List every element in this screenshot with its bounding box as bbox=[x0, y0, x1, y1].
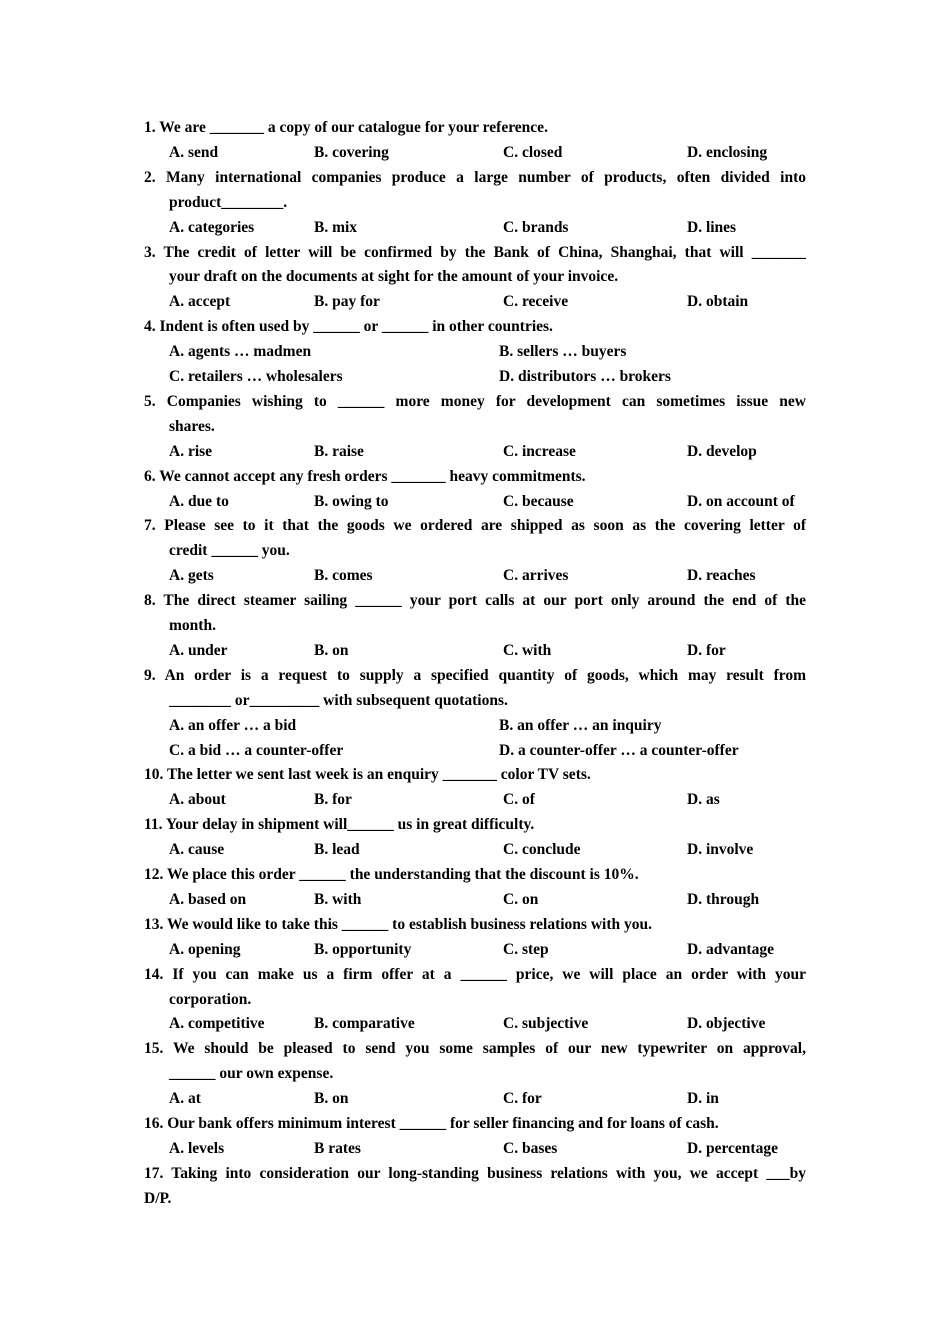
question-9-option-b: B. an offer … an inquiry bbox=[499, 716, 662, 734]
question-16-option-b: B rates bbox=[314, 1139, 361, 1157]
question-6-option-d: D. on account of bbox=[687, 492, 795, 510]
question-16-option-d: D. percentage bbox=[687, 1139, 778, 1157]
question-11-option-a: A. cause bbox=[169, 841, 225, 859]
question-12-option-b: B. with bbox=[314, 890, 362, 908]
question-12-option-d: D. through bbox=[687, 890, 760, 908]
question-15-option-c: C. for bbox=[503, 1090, 542, 1108]
question-14-option-a: A. competitive bbox=[169, 1015, 265, 1033]
question-7-option-b: B. comes bbox=[314, 567, 373, 585]
question-2-stem-line-2: product________. bbox=[169, 193, 288, 211]
question-7-stem-line-1: 7. Please see to it that the goods we ordered are shipped as soon as the covering letter of bbox=[144, 517, 806, 535]
question-10-option-d: D. as bbox=[687, 791, 720, 809]
question-4-option-a: A. agents … madmen bbox=[169, 343, 312, 361]
question-2-option-c: C. brands bbox=[503, 218, 569, 236]
question-17-stem-line-1: 17. Taking into consideration our long-standing business relations with you, we accept ___by bbox=[144, 1164, 806, 1182]
question-1-option-c: C. closed bbox=[503, 143, 563, 161]
question-8-option-c: C. with bbox=[503, 641, 552, 659]
question-15-stem-line-1: 15. We should be pleased to send you some samples of our new typewriter on approval, bbox=[144, 1040, 806, 1058]
question-16-stem-line-1: 16. Our bank offers minimum interest ______ for seller financing and for loans of cash. bbox=[144, 1115, 719, 1132]
question-3-option-b: B. pay for bbox=[314, 293, 380, 311]
question-12-option-a: A. based on bbox=[169, 890, 247, 908]
question-6-stem-line-1: 6. We cannot accept any fresh orders _______ heavy commitments. bbox=[144, 467, 586, 485]
question-14-stem-line-2: corporation. bbox=[169, 990, 252, 1008]
question-4-option-d: D. distributors … brokers bbox=[499, 368, 671, 385]
question-3-option-c: C. receive bbox=[503, 293, 569, 311]
question-11-option-d: D. involve bbox=[687, 841, 754, 859]
question-12-option-c: C. on bbox=[503, 890, 539, 908]
question-3-option-a: A. accept bbox=[169, 293, 231, 311]
question-9-option-d: D. a counter-offer … a counter-offer bbox=[499, 741, 739, 759]
question-4-option-c: C. retailers … wholesalers bbox=[169, 368, 343, 385]
question-15-stem-line-2: ______ our own expense. bbox=[169, 1065, 334, 1083]
question-9-stem-line-1: 9. An order is a request to supply a specified quantity of goods, which may result from bbox=[144, 666, 806, 684]
question-3-option-d: D. obtain bbox=[687, 293, 749, 311]
question-5-stem-line-2: shares. bbox=[169, 417, 215, 435]
question-1-stem-line-1: 1. We are _______ a copy of our catalogue for your reference. bbox=[144, 119, 548, 136]
question-1-option-a: A. send bbox=[169, 143, 219, 161]
question-14-option-d: D. objective bbox=[687, 1015, 766, 1033]
question-9-option-a: A. an offer … a bid bbox=[169, 716, 297, 734]
question-13-stem-line-1: 13. We would like to take this ______ to establish business relations with you. bbox=[144, 915, 652, 933]
question-9-option-c: C. a bid … a counter-offer bbox=[169, 741, 344, 759]
question-5-option-a: A. rise bbox=[169, 442, 213, 460]
question-17-stem-line-2: D/P. bbox=[144, 1189, 172, 1207]
question-15-option-d: D. in bbox=[687, 1090, 719, 1108]
question-7-option-c: C. arrives bbox=[503, 567, 569, 585]
question-4-option-b: B. sellers … buyers bbox=[499, 343, 627, 361]
question-5-option-b: B. raise bbox=[314, 442, 364, 460]
question-8-option-d: D. for bbox=[687, 641, 726, 659]
question-10-option-a: A. about bbox=[169, 791, 226, 809]
question-13-option-c: C. step bbox=[503, 940, 549, 958]
question-2-option-a: A. categories bbox=[169, 218, 255, 236]
question-7-option-a: A. gets bbox=[169, 567, 214, 585]
question-15-option-a: A. at bbox=[169, 1090, 201, 1108]
question-11-stem-line-1: 11. Your delay in shipment will______ us in great difficulty. bbox=[144, 816, 535, 834]
question-8-option-b: B. on bbox=[314, 641, 349, 659]
question-13-option-d: D. advantage bbox=[687, 940, 774, 958]
question-7-stem-line-2: credit ______ you. bbox=[169, 542, 290, 560]
question-10-option-b: B. for bbox=[314, 791, 352, 809]
question-9-stem-line-2: ________ or_________ with subsequent quotations. bbox=[169, 691, 508, 709]
question-11-option-b: B. lead bbox=[314, 841, 360, 859]
question-6-option-c: C. because bbox=[503, 492, 574, 510]
question-2-stem-line-1: 2. Many international companies produce a large number of products, often divided into bbox=[144, 168, 806, 186]
question-6-option-b: B. owing to bbox=[314, 492, 389, 510]
question-4-stem-line-1: 4. Indent is often used by ______ or ______ in other countries. bbox=[144, 318, 553, 336]
question-5-stem-line-1: 5. Companies wishing to ______ more money for development can sometimes issue new bbox=[144, 392, 806, 410]
question-2-option-b: B. mix bbox=[314, 218, 358, 236]
question-8-stem-line-2: month. bbox=[169, 617, 216, 634]
question-5-option-d: D. develop bbox=[687, 442, 757, 460]
question-16-option-a: A. levels bbox=[169, 1139, 225, 1157]
question-14-stem-line-1: 14. If you can make us a firm offer at a ______ price, we will place an order with your bbox=[144, 965, 806, 983]
question-3-stem-line-2: your draft on the documents at sight for the amount of your invoice. bbox=[169, 268, 619, 286]
question-6-option-a: A. due to bbox=[169, 492, 229, 510]
question-10-stem-line-1: 10. The letter we sent last week is an enquiry _______ color TV sets. bbox=[144, 766, 591, 784]
question-10-option-c: C. of bbox=[503, 791, 535, 809]
question-7-option-d: D. reaches bbox=[687, 567, 756, 585]
question-13-option-a: A. opening bbox=[169, 940, 241, 958]
question-16-option-c: C. bases bbox=[503, 1139, 558, 1157]
question-14-option-c: C. subjective bbox=[503, 1015, 589, 1033]
question-1-option-d: D. enclosing bbox=[687, 143, 768, 161]
question-8-stem-line-1: 8. The direct steamer sailing ______ your port calls at our port only around the end of the bbox=[144, 592, 806, 610]
question-8-option-a: A. under bbox=[169, 641, 228, 659]
question-15-option-b: B. on bbox=[314, 1090, 349, 1108]
question-13-option-b: B. opportunity bbox=[314, 940, 412, 958]
question-1-option-b: B. covering bbox=[314, 143, 389, 161]
question-12-stem-line-1: 12. We place this order ______ the understanding that the discount is 10%. bbox=[144, 866, 639, 883]
question-5-option-c: C. increase bbox=[503, 442, 576, 460]
question-3-stem-line-1: 3. The credit of letter will be confirmed by the Bank of China, Shanghai, that will _______ bbox=[144, 243, 806, 261]
question-14-option-b: B. comparative bbox=[314, 1015, 415, 1033]
question-11-option-c: C. conclude bbox=[503, 841, 581, 859]
question-2-option-d: D. lines bbox=[687, 218, 737, 236]
